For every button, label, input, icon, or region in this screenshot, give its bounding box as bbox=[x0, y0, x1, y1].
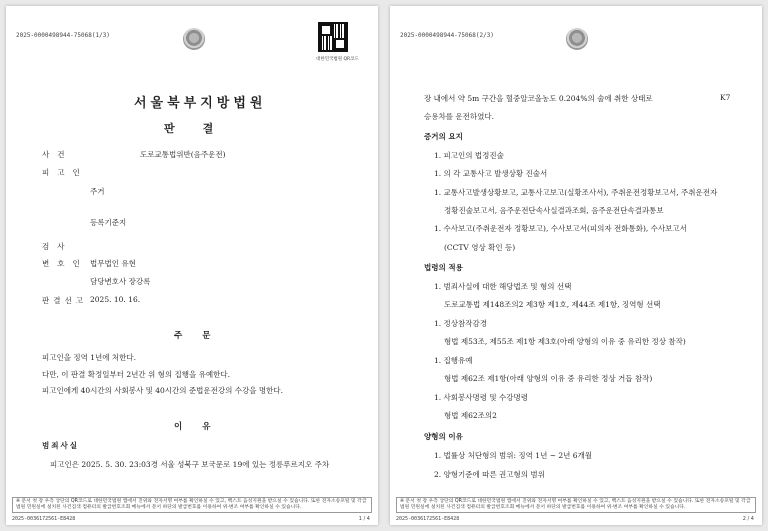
continuation-line: 승용차를 운전하였다. bbox=[424, 112, 494, 121]
counsel-label: 변호인 bbox=[42, 259, 88, 268]
order-line: 다만, 이 판결 확정일부터 2년간 위 형의 집행을 유예한다. bbox=[42, 370, 231, 379]
verification-footer: ※ 문서 첫 장 우측 상단의 QR코드로 대한민국법원 앱에서 진위와 전자서명 여부를 확인하실 수 있고, 백스트 음성지원을 받으실 수 있습니다. 또한 전자소송포털 및 각급 법원 민원실에 설치된 사건검색 컴퓨터의 발급번호조회 메뉴에서 문서 하단의 발급번호를 이용하여 위·변조 여부를 확인하실 수 있습니다. bbox=[12, 497, 372, 513]
law-item: 1. 집행유예 bbox=[434, 356, 473, 365]
law-item: 형법 제53조, 제55조 제1항 제3호(아래 양형의 이유 중 유리한 정상 참작) bbox=[444, 337, 686, 346]
law-item: 1. 사회봉사명령 및 수강명령 bbox=[434, 393, 529, 402]
continuation-tail: K7 bbox=[720, 93, 731, 102]
case-value: 도로교통법위반(음주운전) bbox=[140, 150, 226, 159]
law-item: 1. 정상참작감경 bbox=[434, 319, 488, 328]
order-line: 피고인을 징역 1년에 처한다. bbox=[42, 353, 137, 362]
issue-number: 2025-0036172561-E8428 bbox=[12, 516, 76, 522]
evidence-item: 1. 의 각 교통사고 발생상황 진술서 bbox=[434, 169, 548, 178]
defendant-registration: 등록기준지 bbox=[90, 218, 127, 227]
sentence-date-value: 2025. 10. 16. bbox=[90, 295, 141, 304]
sentencing-heading: 양형의 이유 bbox=[424, 432, 463, 441]
law-item: 1. 범죄사실에 대한 해당법조 및 형의 선택 bbox=[434, 282, 572, 291]
law-heading: 법령의 적용 bbox=[424, 263, 463, 272]
page-number: 1 / 4 bbox=[358, 516, 370, 522]
verification-footer: ※ 문서 첫 장 우측 상단의 QR코드로 대한민국법원 앱에서 진위와 전자서명 여부를 확인하실 수 있고, 백스트 음성지원을 받으실 수 있습니다. 또한 전자소송포털 및 각급 법원 민원실에 설치된 사건검색 컴퓨터의 발급번호조회 메뉴에서 문서 하단의 발급번호를 이용하여 위·변조 여부를 확인하실 수 있습니다. bbox=[396, 497, 756, 513]
order-heading: 주문 bbox=[174, 331, 231, 341]
evidence-item: (CCTV 영상 확인 등) bbox=[444, 243, 516, 252]
court-emblem-icon bbox=[183, 28, 205, 50]
law-item: 도로교통법 제148조의2 제3항 제1호, 제44조 제1항, 징역형 선택 bbox=[444, 300, 661, 309]
page-number: 2 / 4 bbox=[742, 516, 754, 522]
document-page-1 bbox=[6, 6, 378, 525]
case-label: 사건 bbox=[42, 150, 73, 159]
evidence-item: 정황진술보고서, 음주운전단속사실결과조회, 음주운전단속결과통보 bbox=[444, 206, 664, 215]
defendant-label: 피고인 bbox=[42, 168, 88, 177]
document-title: 판결 bbox=[164, 122, 242, 135]
counsel-attorney: 담당변호사 장강록 bbox=[90, 277, 151, 286]
qr-code-icon bbox=[318, 22, 348, 52]
sentence-date-label: 판결선고 bbox=[42, 296, 87, 305]
doc-number: 2025-0000498944-75068(2/3) bbox=[400, 32, 494, 39]
law-item: 형법 제62조 제1항(아래 양형의 이유 중 유리한 정상 거듭 참작) bbox=[444, 374, 653, 383]
law-item: 형법 제62조의2 bbox=[444, 411, 497, 420]
sentencing-item: 2. 양형기준에 따른 권고형의 범위 bbox=[434, 470, 545, 479]
prosecutor-label: 검사 bbox=[42, 242, 73, 251]
order-line: 피고인에게 40시간의 사회봉사 및 40시간의 준법운전강의 수강을 명한다. bbox=[42, 386, 284, 395]
evidence-item: 1. 피고인의 법정진술 bbox=[434, 151, 504, 160]
crime-facts-line: 피고인은 2025. 5. 30. 23:03경 서울 성북구 보국문로 19에 있는 정릉푸르지오 주차 bbox=[50, 460, 330, 469]
defendant-residence: 주거 bbox=[90, 187, 105, 196]
evidence-heading: 증거의 요지 bbox=[424, 132, 463, 141]
continuation-line: 장 내에서 약 5m 구간을 혈중알코올농도 0.204%의 술에 취한 상태로 bbox=[424, 94, 653, 103]
court-emblem-icon bbox=[566, 28, 588, 50]
issue-number: 2025-0036172561-E8428 bbox=[396, 516, 460, 522]
crime-facts-heading: 범죄사실 bbox=[42, 441, 79, 450]
evidence-item: 1. 수사보고(주취운전자 정황보고), 수사보고서(피의자 전화통화), 수사보고서 bbox=[434, 224, 687, 233]
sentencing-item: 1. 법률상 처단형의 범위: 징역 1년 ~ 2년 6개월 bbox=[434, 451, 593, 460]
qr-caption: 대한민국법원 QR코드 bbox=[316, 57, 359, 62]
counsel-value: 법무법인 유현 bbox=[90, 259, 136, 268]
doc-number: 2025-0000498944-75068(1/3) bbox=[16, 32, 110, 39]
court-name: 서울북부지방법원 bbox=[134, 96, 267, 111]
document-page-2 bbox=[390, 6, 762, 525]
reason-heading: 이유 bbox=[174, 422, 231, 432]
evidence-item: 1. 교통사고발생상황보고, 교통사고보고(실황조사서), 주취운전정황보고서, 주취운전자 bbox=[434, 188, 718, 197]
